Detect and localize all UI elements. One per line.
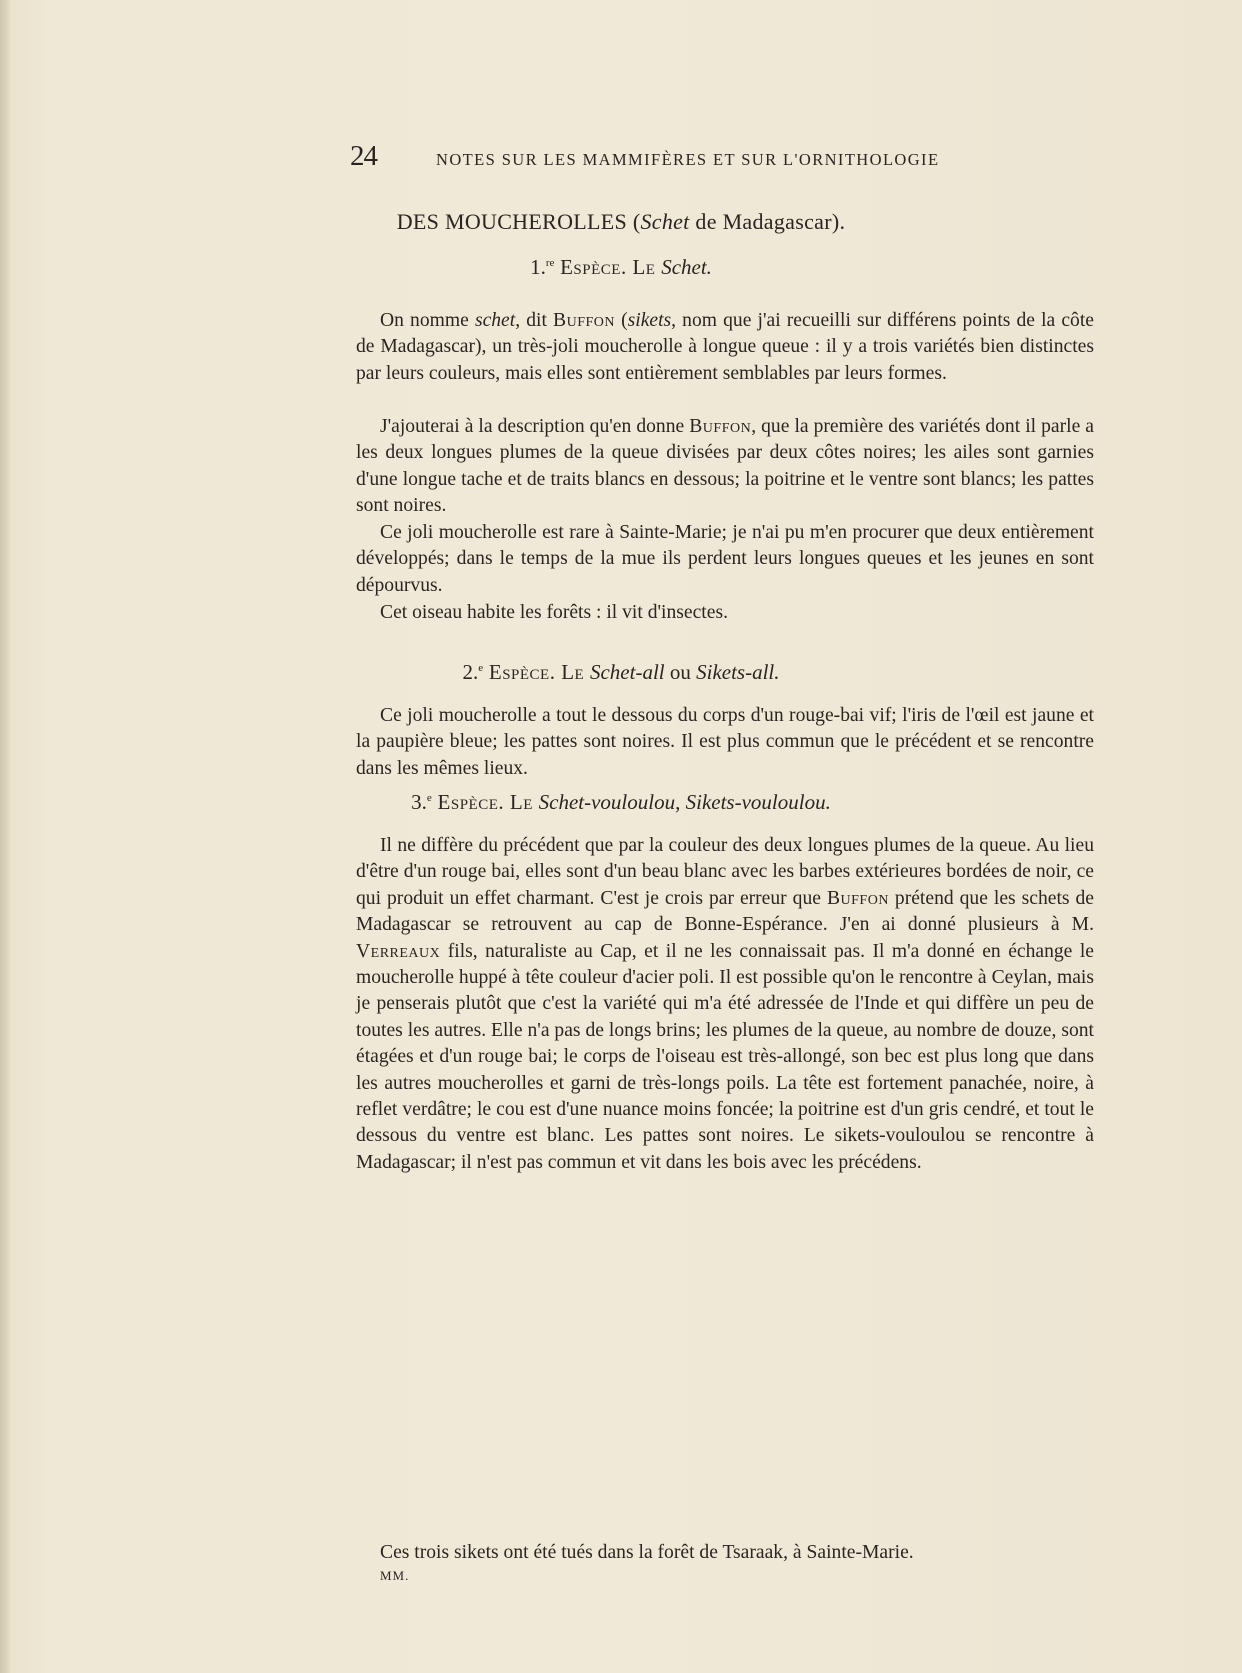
text-italic: sikets <box>627 310 672 331</box>
text: Il ne diffère du précédent que par la couleur des deux longues plumes de la queue. Au lieu d'être d'un rouge bai, elles sont d'un beau blanc avec les barbes extérieures bordées de noir, ce qui produit un effet charmant. C'est je crois par erreur que <box>356 835 1094 909</box>
paragraph-2 <box>356 414 1094 520</box>
page-header <box>350 140 1090 180</box>
page-edge <box>0 0 10 1673</box>
title-rest: de Madagascar). <box>689 209 846 234</box>
paragraph-7: Ces trois sikets ont été tués dans la forêt de Tsaraak, à Sainte-Marie. <box>380 1542 914 1563</box>
species-sup: e <box>426 792 432 804</box>
species-number: 2. <box>462 660 479 684</box>
page-number: 24 <box>350 140 377 172</box>
paragraph-6 <box>356 833 1094 1176</box>
person-name: Verreaux <box>356 940 441 962</box>
text: prétend que les schets de Madagascar se retrouvent au cap de Bonne-Espérance. J'en ai donné plusieurs à M. <box>356 887 1094 936</box>
species-name-alt: Sikets-all. <box>696 660 780 684</box>
species-heading-2 <box>0 660 1242 685</box>
section-title <box>0 209 1242 235</box>
text: , nom que j'ai recueilli sur différens points de la côte de Madagascar), un très-joli moucherolle à longue queue : il y a trois variétés bien distinctes par leurs couleurs, mais elles sont entièrement semblables par leurs formes. <box>356 310 1094 384</box>
running-head: NOTES SUR LES MAMMIFÈRES ET SUR L'ORNITHOLOGIE <box>436 150 940 169</box>
species-name-alt: Sikets-vouloulou. <box>685 790 831 814</box>
text: , que la première des variétés dont il parle a les deux longues plumes de la queue divisées par deux côtes noires; les ailes sont garnies d'une longue tache et de traits blancs en dessous; la poitrine et le ventre sont blancs; les pattes sont noires. <box>356 416 1094 517</box>
species-sup: re <box>545 257 555 269</box>
paragraph-1 <box>356 308 1094 387</box>
species-sep: , <box>675 790 686 814</box>
species-sep: ou <box>664 660 697 684</box>
species-heading-3 <box>0 790 1242 815</box>
paragraph-4: Cet oiseau habite les forêts : il vit d'insectes. <box>380 602 728 623</box>
signature: MM. <box>380 1568 410 1583</box>
species-sup: e <box>478 662 484 674</box>
species-name: Schet. <box>661 255 712 279</box>
paragraph-5: Ce joli moucherolle a tout le dessous du corps d'un rouge-bai vif; l'iris de l'œil est jaune et la paupière bleue; les pattes sont noires. Il est plus commun que le précédent et se rencontre dans les mêmes lieux. <box>356 705 1094 779</box>
species-heading-1 <box>0 255 1242 280</box>
text-italic: schet <box>474 310 516 331</box>
species-label: Espèce. Le <box>431 790 539 814</box>
author-name: Buffon <box>826 887 889 909</box>
species-number: 1. <box>530 255 546 279</box>
author-name: Buffon <box>553 310 615 331</box>
species-label: Espèce. Le <box>483 660 590 684</box>
text: On nomme <box>380 310 475 331</box>
text: J'ajouterai à la description qu'en donne <box>380 416 690 437</box>
species-label: Espèce. Le <box>554 255 662 279</box>
species-number: 3. <box>411 790 427 814</box>
text: , dit <box>515 310 554 331</box>
paragraph-3: Ce joli moucherolle est rare à Sainte-Marie; je n'ai pu m'en procurer que deux entièrement développés; dans le temps de la mue ils perdent leurs longues queues et les jeunes en sont dépourvus. <box>356 522 1094 596</box>
species-name: Schet-vouloulou <box>538 790 676 814</box>
species-name: Schet-all <box>589 660 665 684</box>
text: ( <box>615 310 628 331</box>
title-main: DES MOUCHEROLLES ( <box>396 209 641 234</box>
title-italic: Schet <box>640 209 690 234</box>
text: fils, naturaliste au Cap, et il ne les connaissait pas. Il m'a donné en échange le moucherolle huppé à tête couleur d'acier poli. Il est possible qu'on le rencontre à Ceylan, mais je penserais plutôt que c'est la variété qui m'a été adressée de l'Inde et qui diffère un peu de toutes les autres. Elle n'a pas de longs brins; les plumes de la queue, au nombre de douze, sont étagées et d'un rouge bai; le corps de l'oiseau est très-allongé, son bec est plus long que dans les autres moucherolles et garni de très-longs poils. La tête est fortement panachée, noire, à reflet verdâtre; le cou est d'une nuance moins foncée; la poitrine est d'un gris cendré, et tout le dessous du ventre est blanc. Les pattes sont noires. Le sikets-vouloulou se rencontre à Madagascar; il n'est pas commun et vit dans les bois avec les précédens. <box>356 940 1094 1173</box>
author-name: Buffon <box>689 416 752 437</box>
